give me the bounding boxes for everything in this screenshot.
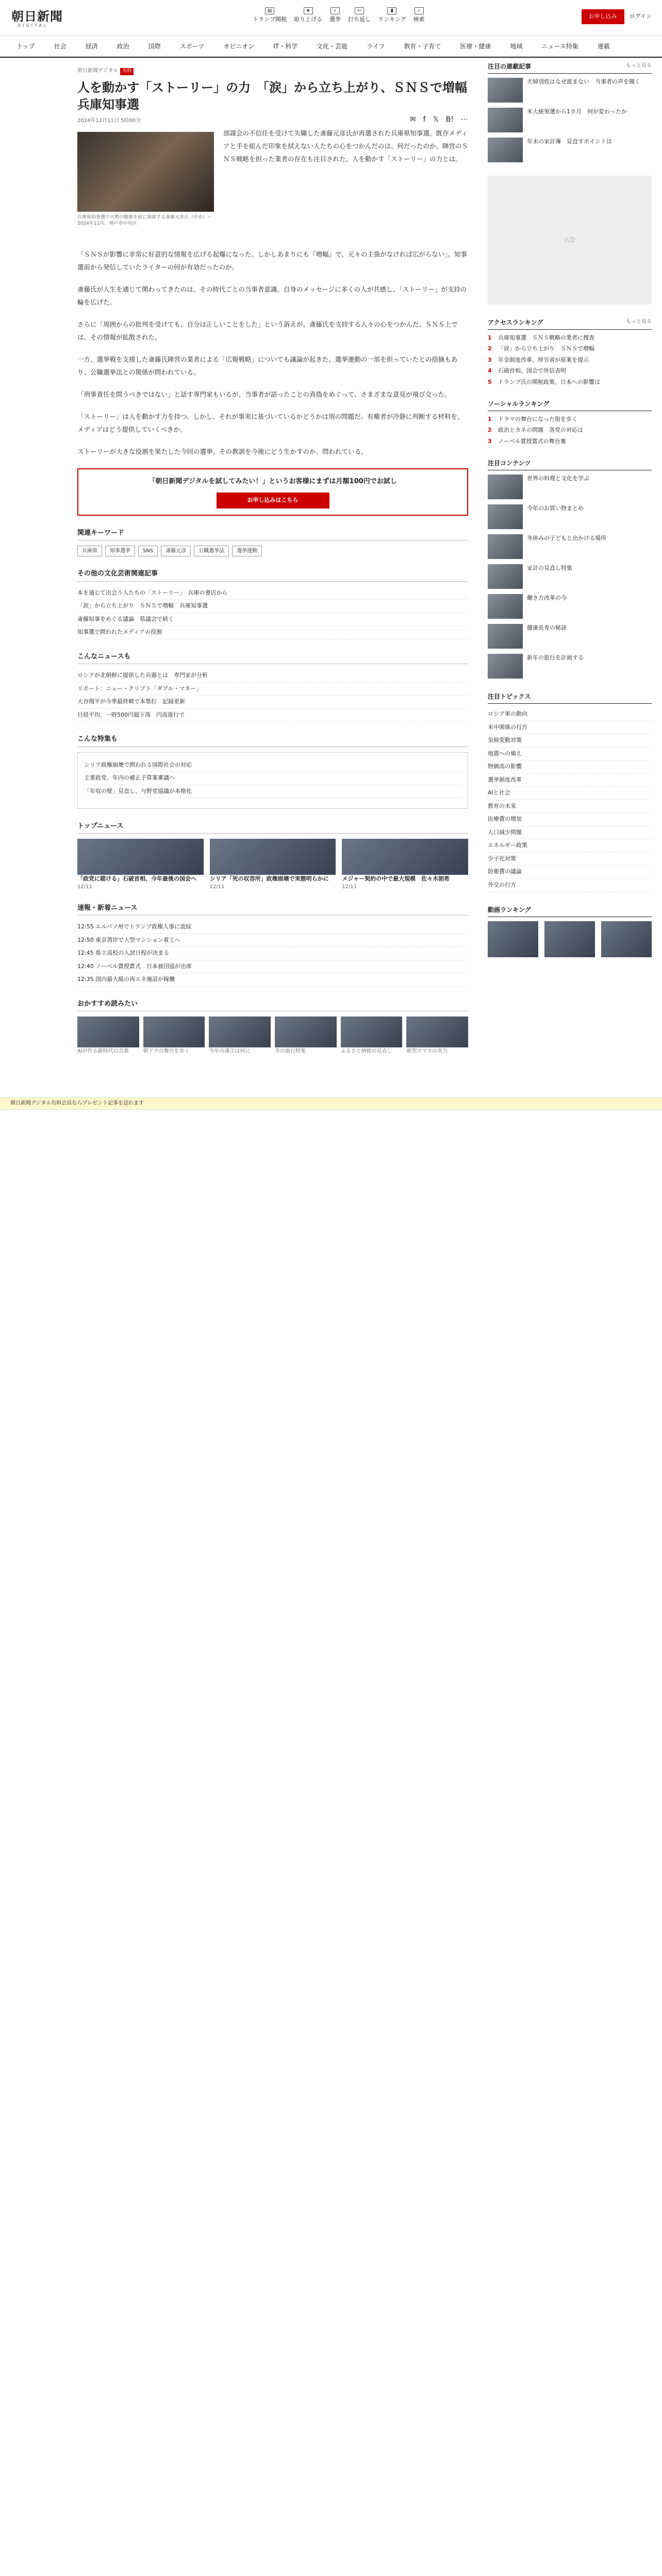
top-news-heading: トップニュース <box>77 821 468 834</box>
topics-list <box>488 708 652 892</box>
feature-heading: こんな特集も <box>77 734 468 747</box>
list-item[interactable]: シリア政権崩壊で問われる国際社会の対応 <box>84 759 461 772</box>
ranking-item[interactable]: 2 政治とカネの問題 各党の対応は <box>488 427 583 434</box>
list-item[interactable]: 12:50 東京湾岸で大型マンション着工へ <box>77 934 468 947</box>
header-link-4[interactable]: ↩ 打ち返し <box>348 8 371 23</box>
topic-item[interactable]: AIと社会 <box>488 787 652 800</box>
content-thumbnail <box>488 534 523 559</box>
more-articles-list <box>77 587 468 639</box>
video-thumbnail[interactable] <box>601 921 652 957</box>
more-icon[interactable]: ⋯ <box>461 115 468 124</box>
bookmark-icon: ★ <box>304 7 313 14</box>
content-item[interactable]: 家計の見直し特集 <box>488 564 652 589</box>
bookmark-icon[interactable]: B! <box>445 115 454 124</box>
content-thumbnail <box>488 474 523 499</box>
topic-item[interactable]: ロシア軍の動向 <box>488 708 652 721</box>
latest-news-heading: 速報・新着ニュース <box>77 903 468 916</box>
site-header <box>0 0 662 36</box>
video-thumbnail[interactable] <box>488 921 538 957</box>
list-item[interactable]: 斎藤知事をめぐる議論 県議会で続く <box>77 613 468 626</box>
promo-title: 「朝日新聞デジタルを試してみたい！」というお客様にまずは月額100円でお試し <box>148 477 397 485</box>
nav-item[interactable]: 社会 <box>54 43 67 50</box>
nav-item[interactable]: ニュース特集 <box>541 43 578 50</box>
pickup-box <box>488 62 652 162</box>
rec-card[interactable]: ふるさと納税の見直し <box>341 1016 403 1055</box>
ranking-item[interactable]: 1 兵庫知事選 ＳＮＳ戦略の業者に捜査 <box>488 334 594 341</box>
nav-item[interactable]: 経済 <box>85 43 98 50</box>
article-paragraph: 「ＳＮＳが影響に非常に好意的な情報を広げる起爆になった。しかしあまりにも『増幅』で、元々の主張がなければ広がらない」。知事選前から発信していたライターの何が有効だったのか。 <box>77 250 468 271</box>
news-icon: ▤ <box>265 7 274 14</box>
nav-item[interactable]: トップ <box>16 43 35 50</box>
article-paragraph: 部謀会の不信任を受けて失職した斎藤元彦氏が再選された兵庫県知事選。既存メディアと手を組んだ印象を拭えない人たちの心をつかんだのは、何だったのか。陣営のＳＮＳ戦略を担った業者の存在も注目された。人を動かす「ストーリー」の力とは。 <box>223 129 469 163</box>
pickup-heading: 注目の連載記事 <box>488 63 532 70</box>
pickup-thumbnail <box>488 78 523 103</box>
vote-icon: ✓ <box>330 7 340 14</box>
trend-box <box>77 752 468 809</box>
list-item[interactable]: 「年収の壁」見直し、与野党協議が本格化 <box>84 785 461 799</box>
topic-item[interactable]: 米中関係の行方 <box>488 721 652 735</box>
contents-heading: 注目コンテンツ <box>488 460 531 467</box>
gift-banner[interactable]: 朝日新聞デジタル有料会員ならプレゼント記事を送れます <box>0 1097 662 1110</box>
news-card[interactable]: シリア「死の収容所」政権崩壊で実態明らかに 12/11 <box>210 839 336 890</box>
contents-box <box>488 459 652 679</box>
recommend-heading: こんなニュースも <box>77 652 468 665</box>
content-thumbnail <box>488 654 523 679</box>
pickup-thumbnail <box>488 108 523 132</box>
header-links <box>253 7 425 24</box>
keyword-list <box>77 546 468 556</box>
pickup-item[interactable]: 年末の家計簿 見直すポイントは <box>488 138 652 162</box>
list-item[interactable]: 主要政党、年内の補正予算案審議へ <box>84 772 461 785</box>
article-paragraph: ストーリーが大きな役割を果たした今回の選挙。その教訓を今後にどう生かすのか、問われている。 <box>77 447 368 455</box>
mail-icon[interactable]: ✉ <box>409 115 416 124</box>
news-card[interactable]: メジャー契約の中で最大規模 佐々木朗希 12/11 <box>342 839 468 890</box>
topic-item[interactable]: 医療費の増加 <box>488 813 652 826</box>
video-thumbnail[interactable] <box>544 921 595 957</box>
nav-item[interactable]: 文化・芸能 <box>317 43 348 50</box>
article-paragraph: 斎藤氏が人生を通じて関わってきたのは、その時代ごとの当事者意識。自身のメッセージに多くの人が共感し、「ストーリー」が支持の輪を広げた。 <box>77 285 467 306</box>
ranking-item[interactable]: 4 石破首相、国会で所信表明 <box>488 367 566 375</box>
search-icon: ⌕ <box>415 7 424 14</box>
article-paragraph: さらに「周囲からの批判を受けても、自分は正しいことをした」という訴えが、斎藤氏を支持する人々の心をつかんだ。ＳＮＳ上では、その情報が拡散された。 <box>77 320 458 341</box>
nav-item[interactable]: 国際 <box>148 43 161 50</box>
content-item[interactable]: 冬休みの子どもと出かける場所 <box>488 534 652 559</box>
nav-item[interactable]: 医療・健康 <box>460 43 491 50</box>
rec-thumbnail <box>406 1016 468 1047</box>
news-thumbnail <box>77 839 204 875</box>
nav-item[interactable]: 連載 <box>597 43 610 50</box>
topics-heading: 注目トピックス <box>488 693 531 701</box>
rec-card[interactable]: 今年の漢字は何に <box>209 1016 271 1055</box>
topic-item[interactable]: 防衛費の議論 <box>488 866 652 879</box>
ranking-item[interactable]: 2 「涙」から立ち上がり ＳＮＳで増幅 <box>488 345 594 352</box>
reply-icon: ↩ <box>355 7 364 14</box>
header-link-2[interactable]: ★ 取り上げる <box>294 8 322 23</box>
header-link-3[interactable]: ✓ 選挙 <box>329 8 341 23</box>
topics-box <box>488 692 652 892</box>
nav-item[interactable]: IT・科学 <box>273 43 298 50</box>
topic-item[interactable]: エネルギー政策 <box>488 839 652 853</box>
ranking-item[interactable]: 3 年金制度改革、厚労省が原案を提示 <box>488 356 589 363</box>
content-item[interactable]: 今年のお買い物まとめ <box>488 504 652 529</box>
article-main <box>77 62 479 1055</box>
recommend-list <box>77 669 468 722</box>
keyword-tag[interactable]: 知事選挙 <box>105 546 135 556</box>
ranking-icon: ▮ <box>387 7 396 14</box>
ranking-item[interactable]: 5 トランプ氏の関税政策、日本への影響は <box>488 378 600 385</box>
related-keywords-heading: 関連キーワード <box>77 528 468 541</box>
article-date: 2024年12月11日 5時00分 <box>77 117 141 124</box>
content-item[interactable]: 新年の旅行を計画する <box>488 654 652 679</box>
list-item[interactable]: 知事選で問われたメディアの役割 <box>77 626 468 639</box>
article-paragraph: 一方、選挙戦を支援した斎藤氏陣営の業者による「広報戦略」についても議論が起きた。選挙運動の一部を担っていたとの指摘もあり、公職選挙法との関係が問われている。 <box>77 355 458 376</box>
pickup-item[interactable]: 夫婦別姓はなぜ進まない 当事者の声を聞く <box>488 78 652 103</box>
header-link-5[interactable]: ▮ ランキング <box>378 8 406 23</box>
list-item[interactable]: 「涙」から立ち上がり ＳＮＳで増幅 兵庫知事選 <box>77 600 468 613</box>
recommended-grid <box>77 1016 468 1055</box>
list-item[interactable]: 12:55 エルパソ州でトランプ政権人事に波紋 <box>77 921 468 934</box>
topic-item[interactable]: 地震への備え <box>488 748 652 761</box>
news-thumbnail <box>210 839 336 875</box>
video-ranking-box <box>488 905 652 957</box>
ranking-item[interactable]: 3 ノーベル賞授賞式の舞台裏 <box>488 437 566 445</box>
list-item[interactable]: 本を通じて出会う人たちの「ストーリー」 兵庫の書店から <box>77 587 468 600</box>
ranking-box <box>488 318 652 386</box>
paid-badge: 有料 <box>120 68 134 75</box>
topic-item[interactable]: 気候変動対策 <box>488 734 652 748</box>
logo-sub: DIGITAL <box>18 23 48 28</box>
nav-item[interactable]: 政治 <box>117 43 129 50</box>
rec-thumbnail <box>143 1016 205 1047</box>
video-grid <box>488 921 652 957</box>
content-thumbnail <box>488 504 523 529</box>
topic-item[interactable]: 教育の未来 <box>488 800 652 814</box>
rec-card[interactable]: 新型スマホの実力 <box>406 1016 468 1055</box>
nav-item[interactable]: ライフ <box>367 43 385 50</box>
more-link[interactable]: もっと見る <box>626 63 652 69</box>
keyword-tag[interactable]: 選挙運動 <box>232 546 262 556</box>
pickup-item[interactable]: 米大統領選から1カ月 何が変わったか <box>488 108 652 132</box>
social-heading: ソーシャルランキング <box>488 400 550 408</box>
keyword-tag[interactable]: 公職選挙法 <box>194 546 229 556</box>
topic-item[interactable]: 物価高の影響 <box>488 760 652 774</box>
promo-button[interactable]: お申し込みはこちら <box>217 493 329 509</box>
more-articles-heading: その他の文化芸術関連記事 <box>77 569 468 582</box>
article-title: 人を動かす「ストーリー」の力 「涙」から立ち上がり、ＳＮＳで増幅 兵庫知事選 <box>77 80 479 112</box>
ranking-item[interactable]: 1 ドラマの舞台になった街を歩く <box>488 415 577 422</box>
topic-item[interactable]: 選挙制度改革 <box>488 774 652 787</box>
social-ranking-box <box>488 399 652 445</box>
nav-item[interactable]: 教育・子育て <box>404 43 441 50</box>
breadcrumb: 朝日新聞デジタル 有料 <box>77 62 468 75</box>
header-link-search[interactable]: ⌕ 検索 <box>413 8 425 23</box>
article-paragraph: 「刑事責任を問うべきではない」と話す専門家もいるが、当事者が語ったことの真偽をめぐって、さまざまな意見が飛び交った。 <box>77 390 451 398</box>
rec-card[interactable]: AIが作る新時代の音楽 <box>77 1016 139 1055</box>
top-news-grid <box>77 839 468 890</box>
keyword-tag[interactable]: SNS <box>138 546 158 556</box>
latest-news-list <box>77 921 468 987</box>
photo-caption: 兵庫県知事選で大勢の聴衆を前に演説する斎藤元彦氏（中央）＝2024年11月、神戸市中央区 <box>77 214 212 227</box>
content-thumbnail <box>488 564 523 589</box>
lead-photo <box>77 132 214 227</box>
keyword-tag[interactable]: 兵庫県 <box>77 546 102 556</box>
list-item[interactable]: 12:35 国内最大級の再エネ施設が稼働 <box>77 973 468 987</box>
list-item[interactable]: ロシアが北朝鮮に提供した兵器とは 専門家が分析 <box>77 669 468 683</box>
x-icon[interactable]: 𝕏 <box>433 115 439 124</box>
topic-item[interactable]: 外交の行方 <box>488 879 652 892</box>
trend-list <box>84 759 461 799</box>
content-item[interactable]: 健康長寿の秘訣 <box>488 624 652 649</box>
nav-item[interactable]: 地域 <box>510 43 523 50</box>
subscribe-button[interactable]: お申し込み <box>582 9 624 24</box>
ad-slot[interactable]: 広告 <box>488 176 652 304</box>
video-heading: 動画ランキング <box>488 906 531 914</box>
facebook-icon[interactable]: f <box>423 115 426 124</box>
content-thumbnail <box>488 594 523 619</box>
header-link-1[interactable]: ▤ トランプ関税 <box>253 8 287 23</box>
ranking-heading: アクセスランキング <box>488 319 543 326</box>
category-nav <box>0 36 662 58</box>
header-actions <box>582 9 652 24</box>
rec-thumbnail <box>275 1016 337 1047</box>
rec-card[interactable]: 冬の旅行特集 <box>275 1016 337 1055</box>
rec-thumbnail <box>341 1016 403 1047</box>
nav-item[interactable]: オピニオン <box>223 43 255 50</box>
pickup-thumbnail <box>488 138 523 162</box>
nav-item[interactable]: スポーツ <box>179 43 205 50</box>
news-card[interactable]: 「政党に賭ける」石破首相、今年最後の国会へ 12/11 <box>77 839 204 890</box>
site-logo[interactable]: 朝日新聞 <box>11 9 63 24</box>
article-paragraph: 「ストーリー」は人を動かす力を持つ。しかし、それが事実に基づいているかどうかは別の問題だ。有権者が冷静に判断する材料を、メディアはどう提供していくべきか。 <box>77 412 464 433</box>
rec-card[interactable]: 朝ドラの舞台を歩く <box>143 1016 205 1055</box>
list-item[interactable]: 大谷翔平が今季最終戦で本塁打 記録更新 <box>77 696 468 709</box>
keyword-tag[interactable]: 斎藤元彦 <box>161 546 191 556</box>
rec-thumbnail <box>209 1016 271 1047</box>
content-item[interactable]: 働き方改革の今 <box>488 594 652 619</box>
rec-thumbnail <box>77 1016 139 1047</box>
content-item[interactable]: 世界の料理と文化を学ぶ <box>488 474 652 499</box>
news-thumbnail <box>342 839 468 875</box>
article-body <box>77 248 468 458</box>
list-item[interactable]: リポート：ニュー・クリプト「ダブル・マネー」 <box>77 683 468 696</box>
topic-item[interactable]: 少子化対策 <box>488 853 652 866</box>
list-item[interactable]: 12:40 ノーベル賞授賞式 日本被団協が出席 <box>77 960 468 974</box>
more-link[interactable]: もっと見る <box>626 319 652 325</box>
login-button[interactable]: ログイン <box>629 13 652 20</box>
topic-item[interactable]: 人口減少問題 <box>488 826 652 840</box>
subscription-promo <box>77 468 468 516</box>
list-item[interactable]: 日経平均、一時500円超下落 円高進行で <box>77 709 468 722</box>
list-item[interactable]: 12:45 県立高校の入試日程が決まる <box>77 947 468 960</box>
recommended-reads-heading: おかすすめ読みたい <box>77 999 468 1012</box>
content-thumbnail <box>488 624 523 649</box>
sidebar <box>488 62 652 971</box>
